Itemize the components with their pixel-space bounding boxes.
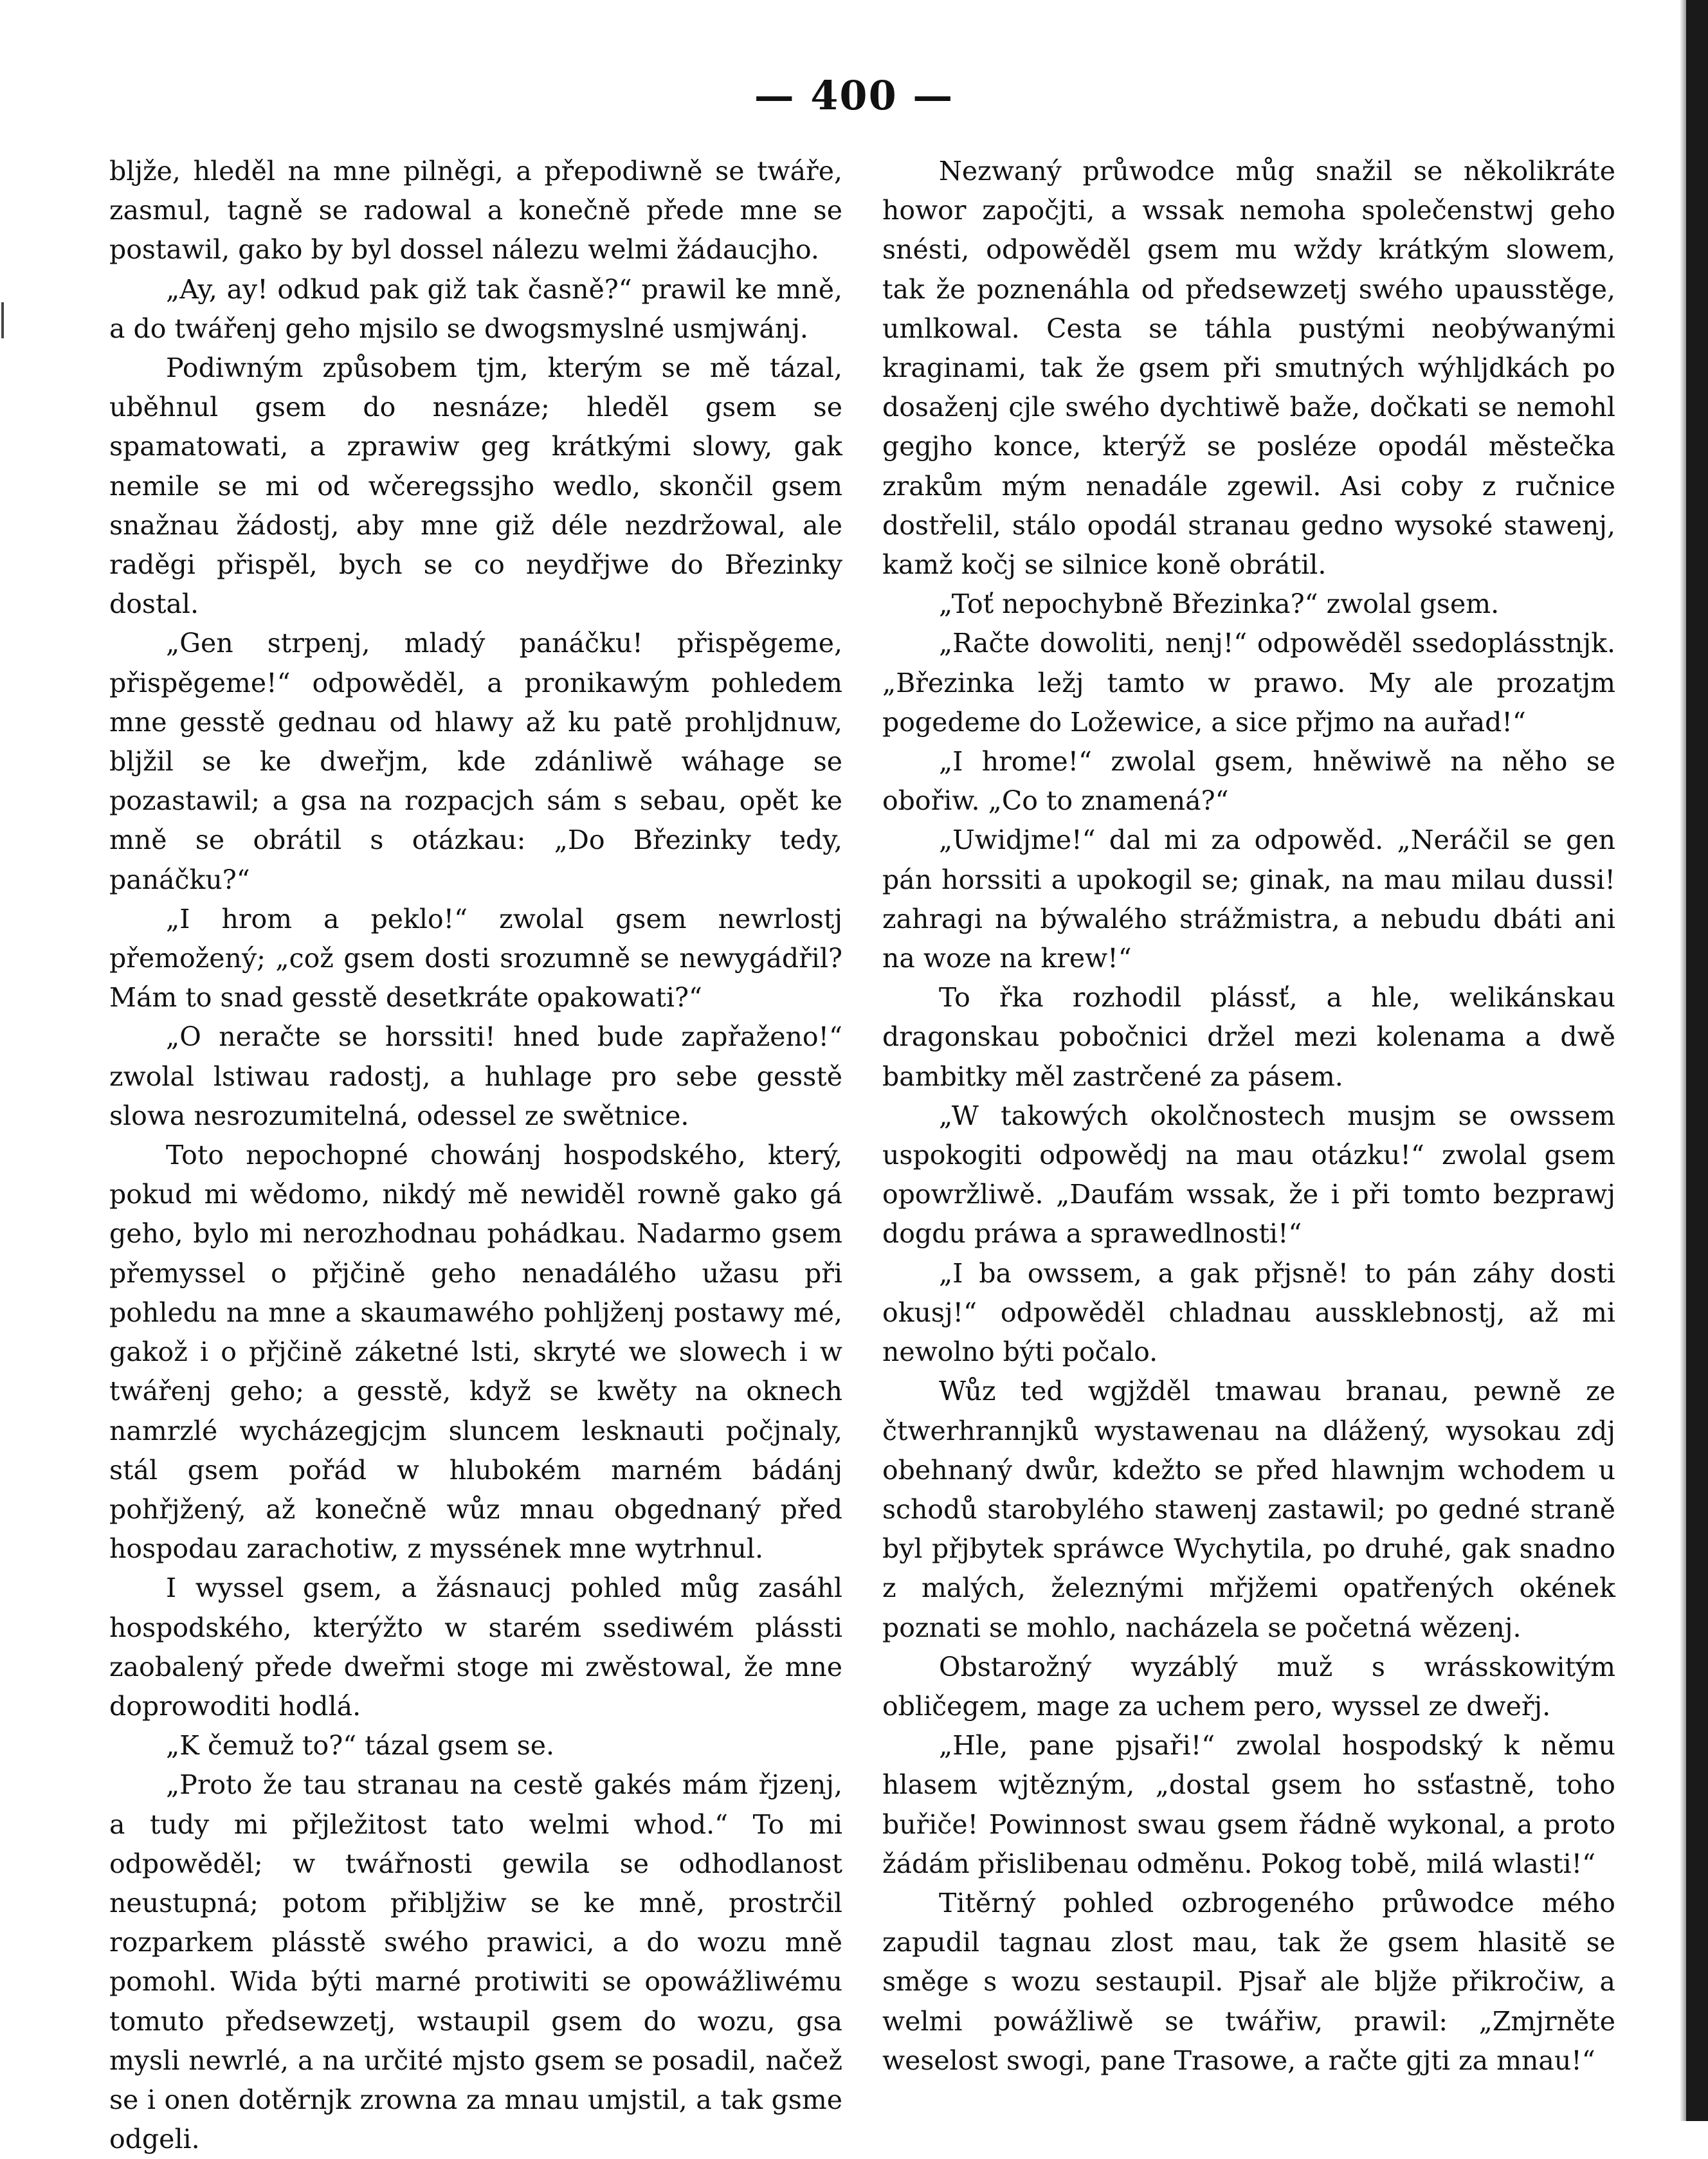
paragraph: bljže, hleděl na mne pilněgi, a přepodiwně se twáře, zasmul, tagně se radowal a konečně přede mne se postawil, gako by byl dossel nálezu welmi žádaucjho.	[109, 156, 842, 266]
paragraph: „Gen strpenj, mladý panáčku! přispěgeme, přispěgeme!“ odpowěděl, a pronikawým pohledem mne gesstě gednau od hlawy až ku patě prohljdnuw, bljžil se ke dweřjm, kde zdánliwě wáhage se pozastawil; a gsa na rozpacjch sám s sebau, opět ke mně se obrátil s otázkau: „Do Březinky tedy, panáčku?“	[109, 628, 842, 895]
paragraph: To řka rozhodil plássť, a hle, welikánskau dragonskau pobočnici držel mezi kolenama a dwě bambitky měl zastrčené za pásem.	[882, 982, 1615, 1092]
scan-margin-mark	[1, 302, 4, 338]
paragraph: Toto nepochopné chowánj hospodského, který, pokud mi wědomo, nikdý mě newiděl rowně gako gá geho, bylo mi nerozhodnau pohádkau. Nadarmo gsem přemyssel o přjčině geho nenadálého užasu při pohledu na mne a skaumawého pohljženj postawy mé, gakož i o přjčině záketné lsti, skryté we slowech i w twářenj geho; a gesstě, když se kwěty na oknech namrzlé wycházegjcjm sluncem lesknauti počjnaly, stál gsem pořád w hlubokém marném bádánj pohřjžený, až konečně wůz mnau obgednaný před hospodau zarachotiw, z myssének mne wytrhnul.	[109, 1140, 842, 1565]
page-number: — 400 —	[754, 72, 954, 119]
right-column	[882, 152, 1615, 2075]
paragraph: „W takowých okolčnostech musjm se owssem uspokogiti odpowědj na mau otázku!“ zwolal gsem opowržliwě. „Daufám wssak, že i při tomto bezprawj dogdu práwa a sprawedlnosti!“	[882, 1100, 1615, 1250]
paragraph: Titěrný pohled ozbrogeného průwodce mého zapudil tagnau zlost mau, tak že gsem hlasitě se směge s wozu sestaupil. Pjsař ale bljže přikročiw, a welmi powážliwě se twářiw, prawil: „Zmjrněte weselost swogi, pane Trasowe, a račte gjti za mnau!“	[882, 1887, 1615, 2076]
paragraph: Obstarožný wyzáblý muž s wrásskowitým obličegem, mage za uchem pero, wyssel ze dweřj.	[882, 1651, 1615, 1722]
paragraph: Podiwným způsobem tjm, kterým se mě tázal, uběhnul gsem do nesnáze; hleděl gsem se spamatowati, a zprawiw geg krátkými slowy, gak nemile se mi od wčeregssjho wedlo, skončil gsem snažnau žádostj, aby mne giž déle nezdržowal, ale raděgi přispěl, bych se co neydřjwe do Březinky dostal.	[109, 352, 842, 620]
page-edge-shadow	[1680, 0, 1686, 2121]
paragraph: „K čemuž to?“ tázal gsem se.	[166, 1730, 555, 1762]
paragraph: „I ba owssem, a gak přjsně! to pán záhy dosti okusj!“ odpowěděl chladnau aussklebnostj, až mi newolno býti počalo.	[882, 1257, 1615, 1368]
paragraph: „Ay, ay! odkud pak giž tak časně?“ prawil ke mně, a do twářenj geho mjsilo se dwogsmyslné usmjwánj.	[109, 273, 842, 344]
paragraph: „I hrom a peklo!“ zwolal gsem newrlostj přemožený; „což gsem dosti srozumně se newygádřil? Mám to snad gesstě desetkráte opakowati?“	[109, 903, 842, 1014]
paragraph: „Toť nepochybně Březinka?“ zwolal gsem.	[939, 588, 1500, 620]
paragraph: „Proto že tau stranau na cestě gakés mám řjzenj, a tudy mi přjležitost tato welmi whod.“ To mi odpowěděl; w twářnosti gewila se odhodlanost neustupná; potom přibljžiw se ke mně, prostrčil rozparkem plásstě swého prawici, a do wozu mně pomohl. Wida býti marné protiwiti se opowážliwému tomuto předsewzetj, wstaupil gsem do wozu, gsa mysli newrlé, a na určité mjsto gsem se posadil, načež se i onen dotěrnjk zrowna za mnau umjstil, a tak gsme odgeli.	[109, 1769, 842, 2155]
paragraph: „Račte dowoliti, nenj!“ odpowěděl ssedoplásstnjk. „Březinka ležj tamto w prawo. My ale prozatjm pogedeme do Ložewice, a sice přjmo na auřad!“	[882, 628, 1615, 738]
left-column	[109, 152, 842, 2155]
page-binding-edge	[1686, 0, 1708, 2121]
paragraph: „O neračte se horssiti! hned bude zapřaženo!“ zwolal lstiwau radostj, a huhlage pro sebe gesstě slowa nesrozumitelná, odessel ze swětnice.	[109, 1021, 842, 1131]
paragraph: Nezwaný průwodce můg snažil se několikráte howor započjti, a wssak nemoha společenstwj geho snésti, odpowěděl gsem mu wždy krátkým slowem, tak že poznenáhla od předsewzetj swého upausstěge, umlkowal. Cesta se táhla pustými neobýwanými kraginami, tak že gsem při smutných wýhljdkách po dosaženj cjle swého dychtiwě baže, dočkati se nemohl gegjho konce, kterýž se posléze opodál městečka zrakům mým nenadále zgewil. Asi coby z ručnice dostřelil, stálo opodál stranau gedno wysoké stawenj, kamž kočj se silnice koně obrátil.	[882, 156, 1615, 581]
paragraph: I wyssel gsem, a žásnaucj pohled můg zasáhl hospodského, kterýžto w starém ssediwém plássti zaobalený přede dweřmi stoge mi zwěstowal, že mne doprowoditi hodlá.	[109, 1572, 842, 1722]
paragraph: Wůz ted wgjžděl tmawau branau, pewně ze čtwerhrannjků wystawenau na dlážený, wysokau zdj obehnaný dwůr, kdežto se před hlawnjm wchodem u schodů starobylého stawenj zastawil; po gedné straně byl přjbytek spráwce Wychytila, po druhé, gak snadno z malých, železnými mřjžemi opatřených okének poznati se mohlo, nacházela se početná wězenj.	[882, 1376, 1615, 1643]
paragraph: „Hle, pane pjsaři!“ zwolal hospodský k němu hlasem wjtězným, „dostal gsem ho ssťastně, toho buřiče! Powinnost swau gsem řádně wykonal, a proto žádám přislibenau odměnu. Pokog tobě, milá wlasti!“	[882, 1730, 1615, 1879]
paragraph: „I hrome!“ zwolal gsem, hněwiwě na něho se obořiw. „Co to znamená?“	[882, 746, 1615, 817]
paragraph: „Uwidjme!“ dal mi za odpowěd. „Neráčil se gen pán horssiti a upokogil se; ginak, na mau milau dussi! zahragi na býwalého strážmistra, a nebudu dbáti ani na woze na krew!“	[882, 824, 1615, 974]
